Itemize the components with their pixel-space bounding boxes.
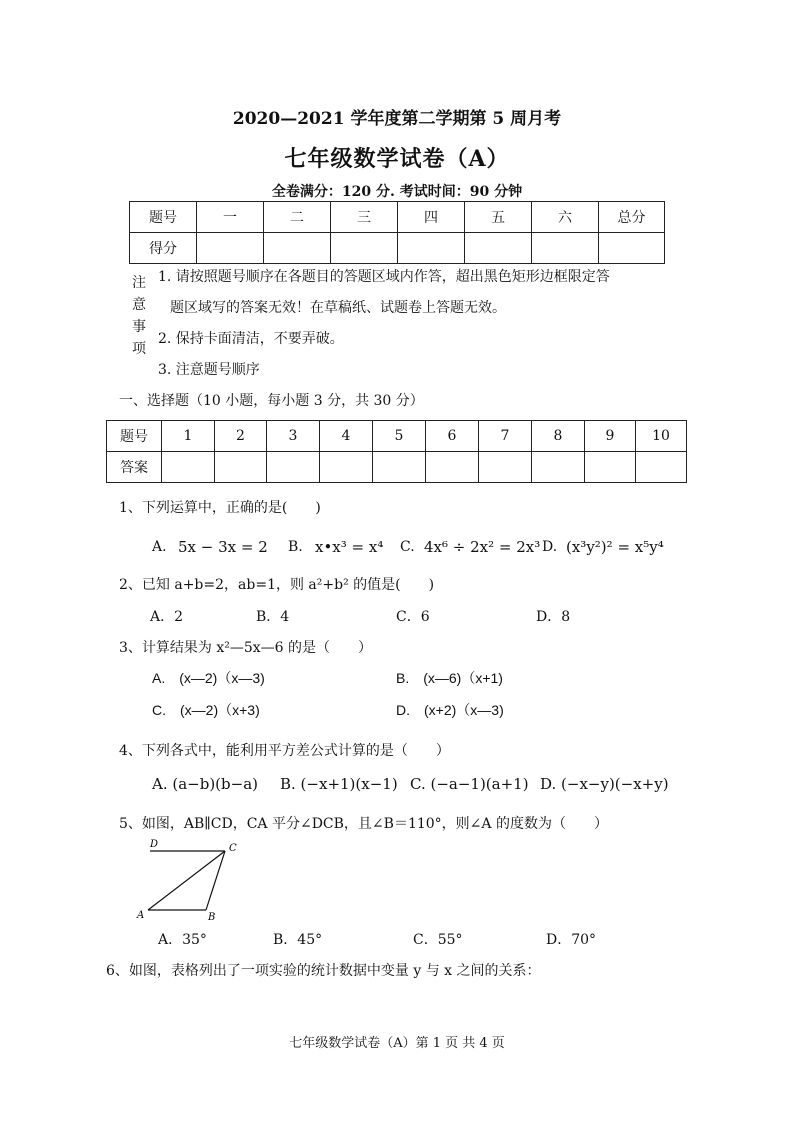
option: D. (−x−y)(−x+y) <box>540 775 669 793</box>
score-cell: 六 <box>532 202 599 233</box>
answer-cell: 9 <box>585 421 636 452</box>
score-cell: 二 <box>264 202 331 233</box>
answer-cell: 6 <box>426 421 479 452</box>
option-formula: 4x⁶ ÷ 2x² = 2x³ <box>424 538 541 556</box>
section-heading: 一、选择题（10 小题，每小题 3 分，共 30 分） <box>119 393 424 409</box>
score-table-header-row <box>130 202 665 233</box>
score-cell[interactable] <box>599 233 665 264</box>
notes-label-char: 注 <box>132 275 146 291</box>
note-item: 1. 请按照题号顺序在各题目的答题区域内作答，超出黑色矩形边框限定答 <box>158 269 610 285</box>
exam-info: 全卷满分：120 分. 考试时间：90 分钟 <box>271 184 523 200</box>
option: B．45° <box>273 932 323 948</box>
page-footer: 七年级数学试卷（A）第 1 页 共 4 页 <box>289 1036 505 1051</box>
score-cell: 总分 <box>599 202 665 233</box>
score-cell: 题号 <box>130 202 197 233</box>
score-cell[interactable] <box>264 233 331 264</box>
option-label: C. <box>400 539 415 555</box>
option-label: B. <box>288 539 303 555</box>
notes-label-char: 项 <box>132 341 146 357</box>
score-cell[interactable] <box>331 233 398 264</box>
answer-cell: 1 <box>162 421 215 452</box>
option: D．8 <box>536 609 571 625</box>
answer-cell[interactable] <box>215 452 267 483</box>
answer-cell: 2 <box>215 421 267 452</box>
option-formula: x•x³ = x⁴ <box>315 538 384 556</box>
notes-label-char: 事 <box>132 319 146 335</box>
answer-cell[interactable] <box>585 452 636 483</box>
option: A．2 <box>150 609 184 625</box>
exam-term-title: 2020—2021 学年度第二学期第 5 周月考 <box>232 109 562 129</box>
option: B．4 <box>256 609 290 625</box>
option: C．55° <box>413 932 463 948</box>
option: A．35° <box>158 932 207 948</box>
note-item: 题区域写的答案无效！在草稿纸、试题卷上答题无效。 <box>170 300 506 316</box>
score-cell: 五 <box>465 202 532 233</box>
question-stem: 6、如图，表格列出了一项实验的统计数据中变量 y 与 x 之间的关系： <box>106 963 541 979</box>
answer-cell[interactable] <box>320 452 373 483</box>
point-label-b: B <box>208 912 216 923</box>
option-label: D. <box>542 539 558 555</box>
option-formula: 5x − 3x = 2 <box>178 538 268 556</box>
option-label: A. <box>152 539 167 555</box>
score-cell[interactable] <box>532 233 599 264</box>
option: D．70° <box>546 932 597 948</box>
answer-table-header-row <box>107 421 687 452</box>
answer-cell: 10 <box>636 421 687 452</box>
score-cell[interactable] <box>197 233 264 264</box>
segment-ca <box>148 851 225 910</box>
score-cell: 一 <box>197 202 264 233</box>
option-formula: (x³y²)² = x⁵y⁴ <box>566 538 664 556</box>
score-cell[interactable] <box>465 233 532 264</box>
answer-cell: 答案 <box>107 452 162 483</box>
question-stem: 2、已知 a+b=2，ab=1，则 a²+b² 的值是( ) <box>119 577 435 593</box>
score-cell: 得分 <box>130 233 197 264</box>
answer-cell: 8 <box>532 421 585 452</box>
answer-cell[interactable] <box>532 452 585 483</box>
geometry-figure <box>130 834 248 924</box>
question-stem: 5、如图，AB∥CD，CA 平分∠DCB，且∠B＝110°，则∠A 的度数为（ ） <box>119 816 608 832</box>
notes-label-char: 意 <box>132 297 146 313</box>
segment-bc <box>206 851 225 910</box>
score-table-score-row <box>130 233 665 264</box>
answer-cell: 题号 <box>107 421 162 452</box>
answer-cell[interactable] <box>267 452 320 483</box>
option: B. (x—6)（x+1) <box>396 670 503 686</box>
answer-cell[interactable] <box>162 452 215 483</box>
score-table <box>129 201 665 264</box>
note-item: 3. 注意题号顺序 <box>158 362 260 378</box>
exam-paper-title: 七年级数学试卷（A） <box>284 146 510 172</box>
option: D. (x+2)（x—3) <box>396 702 504 718</box>
question-stem: 1、下列运算中，正确的是( ) <box>119 500 321 516</box>
question-stem: 3、计算结果为 x²—5x—6 的是（ ） <box>119 640 373 656</box>
answer-cell[interactable] <box>479 452 532 483</box>
score-cell: 四 <box>398 202 465 233</box>
option: A. (x—2)（x—3) <box>152 670 265 686</box>
score-cell: 三 <box>331 202 398 233</box>
notes-label <box>128 272 150 360</box>
answer-cell: 4 <box>320 421 373 452</box>
score-cell[interactable] <box>398 233 465 264</box>
answer-cell[interactable] <box>636 452 687 483</box>
option: C. (−a−1)(a+1) <box>410 775 529 793</box>
point-label-c: C <box>229 843 237 854</box>
option: A. (a−b)(b−a) <box>152 775 259 793</box>
answer-table <box>106 420 687 483</box>
point-label-a: A <box>137 910 145 921</box>
answer-cell[interactable] <box>373 452 426 483</box>
option: C．6 <box>396 609 430 625</box>
answer-table-answer-row <box>107 452 687 483</box>
answer-cell: 3 <box>267 421 320 452</box>
answer-cell[interactable] <box>426 452 479 483</box>
answer-cell: 5 <box>373 421 426 452</box>
option: C. (x—2)（x+3) <box>152 702 260 718</box>
point-label-d: D <box>150 839 159 850</box>
option: B. (−x+1)(x−1) <box>280 775 398 793</box>
answer-cell: 7 <box>479 421 532 452</box>
note-item: 2. 保持卡面清洁，不要弄破。 <box>158 331 344 347</box>
question-stem: 4、下列各式中，能利用平方差公式计算的是（ ） <box>119 743 450 759</box>
